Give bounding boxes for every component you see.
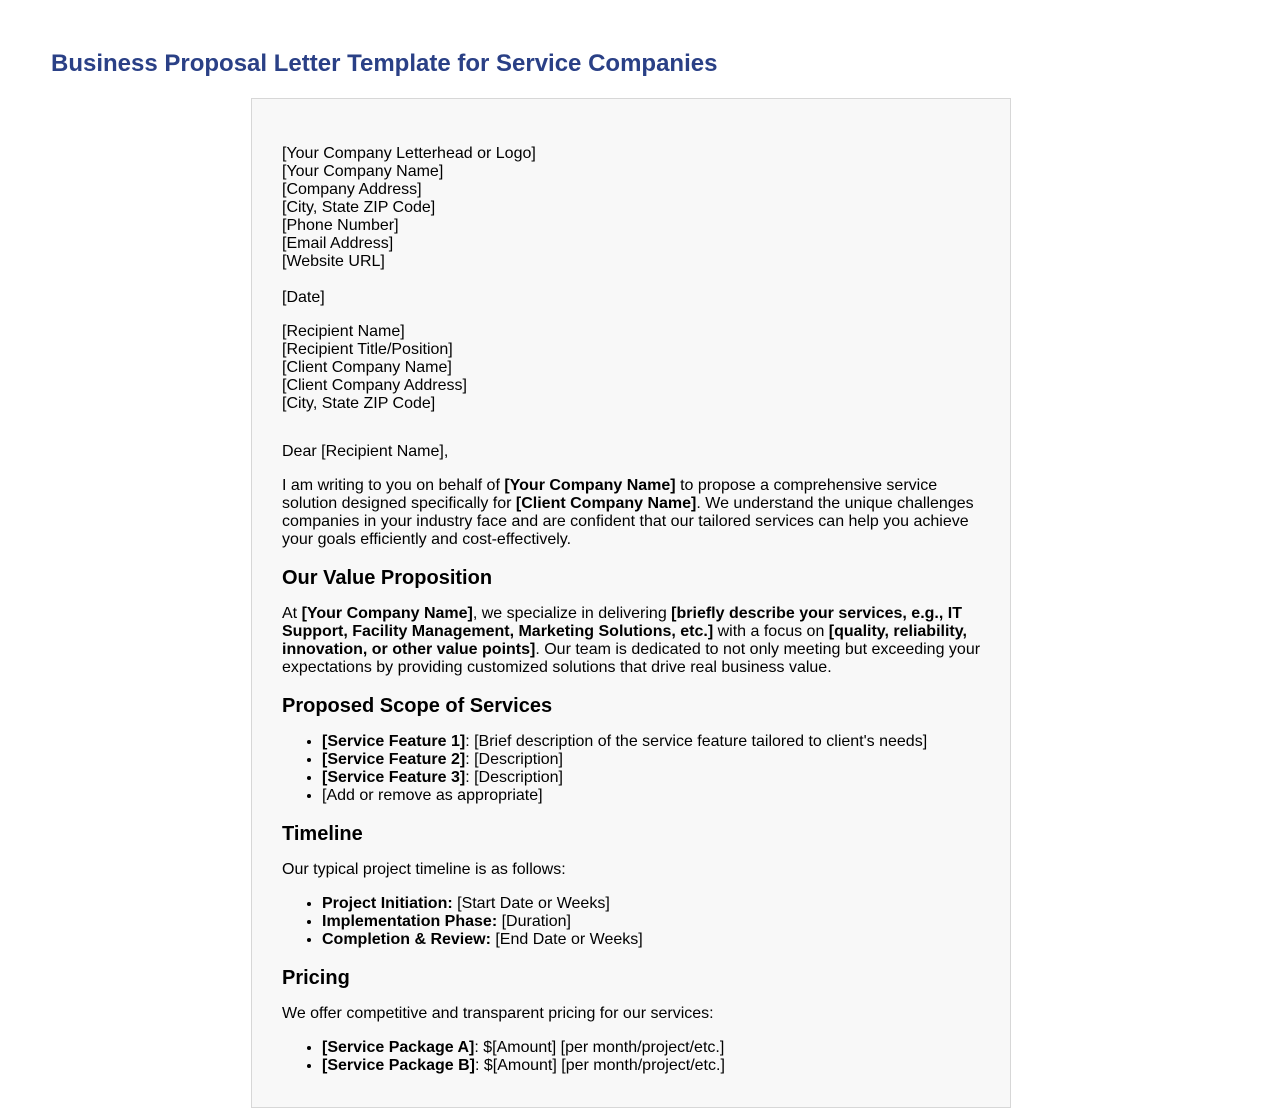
recipient-title: [Recipient Title/Position] — [282, 341, 453, 358]
recipient-block — [282, 323, 987, 413]
list-item: • Project Initiation: [Start Date or Weeks] — [322, 895, 987, 913]
recipient-city-state-zip: [City, State ZIP Code] — [282, 395, 436, 412]
scope-list — [282, 733, 987, 805]
recipient-name: [Recipient Name] — [282, 323, 405, 340]
list-item: • [Add or remove as appropriate] — [322, 787, 987, 805]
sender-city-state-zip: [City, State ZIP Code] — [282, 199, 436, 216]
sender-phone: [Phone Number] — [282, 217, 399, 234]
list-item: • Implementation Phase: [Duration] — [322, 913, 987, 931]
recipient-company: [Client Company Name] — [282, 359, 452, 376]
list-item: • [Service Feature 2]: [Description] — [322, 751, 987, 769]
sender-address: [Company Address] — [282, 181, 422, 198]
value-proposition-heading: Our Value Proposition — [282, 567, 493, 589]
page-title: Business Proposal Letter Template for Service Companies — [51, 50, 718, 77]
recipient-address: [Client Company Address] — [282, 377, 467, 394]
sender-email: [Email Address] — [282, 235, 394, 252]
list-item: • [Service Package A]: $[Amount] [per month/project/etc.] — [322, 1039, 987, 1057]
scope-heading: Proposed Scope of Services — [282, 695, 553, 717]
sender-block — [282, 145, 987, 271]
intro-paragraph: I am writing to you on behalf of [Your Company Name] to propose a comprehensive service solution designed specifically for [Client Company Name]. We understand the unique challenges companies in your industry face and are confident that our tailored services can help you achieve your goals efficiently and cost-effectively. — [282, 477, 974, 548]
letter-panel — [251, 98, 1011, 1108]
sender-letterhead: [Your Company Letterhead or Logo] — [282, 145, 536, 162]
letter-content — [282, 145, 987, 1075]
sender-company-name: [Your Company Name] — [282, 163, 444, 180]
list-item: • Completion & Review: [End Date or Weeks] — [322, 931, 987, 949]
list-item: • [Service Feature 1]: [Brief description of the service feature tailored to client's needs] — [322, 733, 987, 751]
list-item: • [Service Package B]: $[Amount] [per month/project/etc.] — [322, 1057, 987, 1075]
pricing-list — [282, 1039, 987, 1075]
value-proposition-paragraph: At [Your Company Name], we specialize in delivering [briefly describe your services, e.g., IT Support, Facility Management, Marketing Solutions, etc.] with a focus on [quality, reliability, innovation, or other value points]. Our team is dedicated to not only meeting but exceeding your expectations by providing customized solutions that drive real business value. — [282, 605, 981, 676]
timeline-intro: Our typical project timeline is as follows: — [282, 861, 566, 878]
timeline-heading: Timeline — [282, 823, 363, 845]
pricing-intro: We offer competitive and transparent pricing for our services: — [282, 1005, 714, 1022]
sender-website: [Website URL] — [282, 253, 385, 270]
salutation: Dear [Recipient Name], — [282, 443, 449, 460]
list-item: • [Service Feature 3]: [Description] — [322, 769, 987, 787]
timeline-list — [282, 895, 987, 949]
letter-date: [Date] — [282, 289, 325, 306]
pricing-heading: Pricing — [282, 967, 350, 989]
